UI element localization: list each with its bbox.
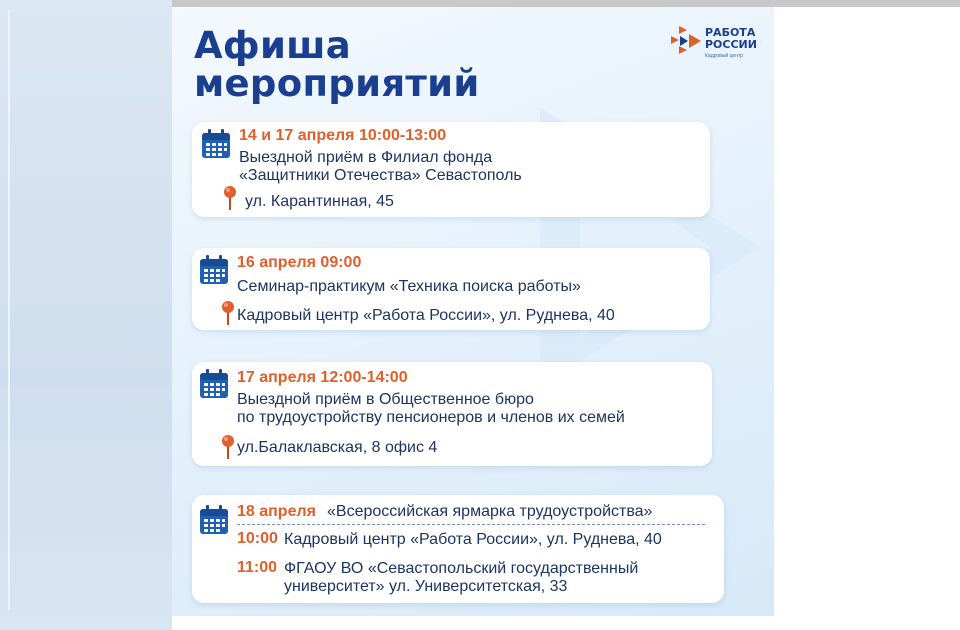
session-place-line-1: ФГАОУ ВО «Севастопольский государственный <box>284 560 639 577</box>
map-pin-icon <box>223 185 237 211</box>
panel-edge <box>8 10 10 610</box>
event-date: 18 апреля <box>237 503 316 520</box>
calendar-icon <box>198 254 230 286</box>
logo-name <box>705 27 757 51</box>
event-title: Семинар-практикум «Техника поиска работы» <box>237 278 581 295</box>
poster-title-line-1: Афиша <box>194 24 352 67</box>
calendar-icon <box>198 504 230 536</box>
event-date: 17 апреля 12:00-14:00 <box>237 369 408 386</box>
session-place-line-2: университет» ул. Университетская, 33 <box>284 578 568 595</box>
calendar-icon <box>200 128 232 160</box>
map-pin-icon <box>221 434 235 460</box>
event-title-line-2: по трудоустройству пенсионеров и членов их семей <box>237 409 625 426</box>
rabota-rossii-logo <box>669 24 769 70</box>
session-time: 10:00 <box>237 530 278 547</box>
left-background-panel <box>0 0 172 630</box>
poster-title-line-2: мероприятий <box>194 62 480 105</box>
session-place <box>284 560 638 596</box>
logo-mark-icon <box>669 24 703 58</box>
event-date: 16 апреля 09:00 <box>237 254 362 271</box>
calendar-icon <box>198 368 230 400</box>
poster-title <box>194 24 480 105</box>
event-address: Кадровый центр «Работа России», ул. Руднева, 40 <box>237 307 615 324</box>
logo-name-line-1: РАБОТА <box>705 26 756 39</box>
events-poster <box>172 7 774 616</box>
map-pin-icon <box>221 300 235 326</box>
event-address: ул.Балаклавская, 8 офис 4 <box>237 439 438 456</box>
session-place: Кадровый центр «Работа России», ул. Руднева, 40 <box>284 531 662 548</box>
event-card-4 <box>192 495 724 603</box>
event-title-line-1: Выездной приём в Общественное бюро <box>237 391 534 408</box>
divider <box>237 524 705 525</box>
event-address: ул. Карантинная, 45 <box>245 193 394 210</box>
logo-subtitle: Кадровый центр <box>705 53 744 59</box>
event-title <box>239 149 522 185</box>
event-title <box>237 391 625 427</box>
event-date: 14 и 17 апреля 10:00-13:00 <box>239 127 447 144</box>
event-card-3 <box>192 362 712 466</box>
logo-name-line-2: РОССИИ <box>705 38 757 51</box>
event-title-line-2: «Защитники Отечества» Севастополь <box>239 167 522 184</box>
event-title-line-1: Выездной приём в Филиал фонда <box>239 149 493 166</box>
session-time: 11:00 <box>237 559 278 576</box>
event-card-2 <box>192 248 710 330</box>
event-title: «Всероссийская ярмарка трудоустройства» <box>327 503 653 520</box>
event-card-1 <box>192 122 710 217</box>
